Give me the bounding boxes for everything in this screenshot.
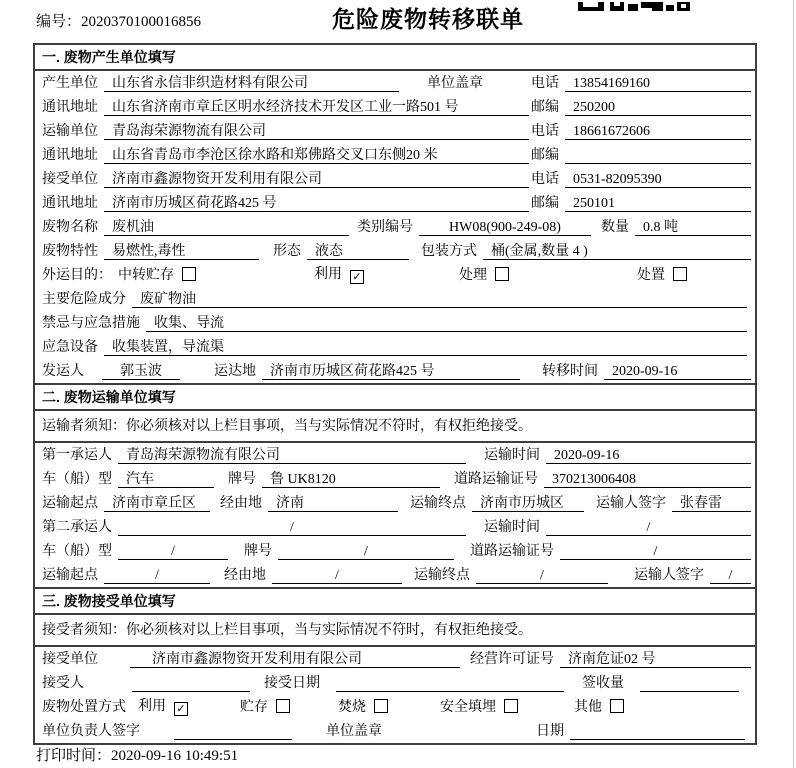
second-carrier-value: / [118,519,466,536]
origin-value-2: / [104,567,210,584]
category-label: 类别编号 [357,220,413,235]
receiver-value: 济南市鑫源物资开发利用有限公司 [104,171,529,188]
destination-label: 运达地 [214,364,256,379]
unit-seal-label: 单位盖章 [427,76,483,91]
checkbox-treat [495,267,509,281]
via-label: 经由地 [224,568,266,583]
checkbox-incinerate [374,699,388,713]
phone-label: 电话 [531,124,559,139]
row-waste-name [35,215,755,239]
producer-zip-value: 250200 [565,99,751,116]
acceptor-value [132,675,250,692]
plate-no-label: 牌号 [228,472,256,487]
row-acceptor [35,671,755,695]
row-producer-address [35,95,755,119]
second-transport-time-value: / [546,519,751,536]
origin-value-1: 济南市章丘区 [104,495,210,512]
row-waste-trait [35,239,755,263]
accept-unit-value: 济南市鑫源物资开发利用有限公司 [130,651,460,668]
row-receiver-address [35,191,755,215]
row-transporter [35,119,755,143]
row-vehicle-1 [35,467,755,491]
first-carrier-value: 青岛海荣源物流有限公司 [118,447,466,464]
option-dispose: 处置 [637,267,687,284]
waste-name-value: 废机油 [104,219,349,236]
option-utilize-2: 利用 ✓ [138,698,188,716]
sign-quantity-label: 签收量 [582,676,624,691]
section3-notice: 接受者须知：你必须核对以上栏目事项，当与实际情况不符时，有权拒绝接受。 [35,615,755,647]
vehicle-type-label: 车（船）型 [42,472,112,487]
row-outbound-purpose [35,263,755,287]
row-head-signature [35,719,755,743]
transporter-phone-value: 18661672606 [565,123,751,140]
row-consignor [35,359,755,383]
transport-time-label: 运输时间 [484,520,540,535]
head-sign-label: 单位负责人签字 [42,724,140,739]
road-permit-value-2: / [560,543,751,560]
row-emergency-equipment [35,335,755,359]
transporter-zip-value [565,147,751,164]
carrier-sign-value-2: / [710,567,751,584]
date-label: 日期 [536,724,564,739]
row-producer [35,71,755,95]
checkbox-transfer-storage [182,267,196,281]
manifest-form [33,43,757,745]
serial-value: 2020370100016856 [81,14,202,30]
page-title: 危险废物转移联单 [332,6,524,32]
address-label: 通讯地址 [42,100,98,115]
packing-label: 包装方式 [421,244,477,259]
road-permit-label: 道路运输证号 [454,472,538,487]
row-vehicle-2 [35,539,755,563]
option-store: 贮存 [240,699,290,716]
consignor-value: 郭玉波 [102,363,180,380]
plate-no-value-2: / [278,543,454,560]
producer-value: 山东省永信非织造材料有限公司 [104,75,399,92]
page-edge-line [793,0,794,768]
terminus-value-1: 济南市历城区 [472,495,584,512]
terminus-label: 运输终点 [410,496,466,511]
transporter-label: 运输单位 [42,124,98,139]
row-hazard-component [35,287,755,311]
accept-unit-label: 接受单位 [42,652,98,667]
terminus-label: 运输终点 [414,568,470,583]
vehicle-type-value-2: / [118,543,228,560]
transfer-time-label: 转移时间 [542,364,598,379]
checkbox-utilize-checked: ✓ [350,270,364,284]
trait-label: 废物特性 [42,244,98,259]
transporter-address-value: 山东省青岛市李沧区徐水路和郑佛路交叉口东侧20 米 [104,147,529,164]
vehicle-type-label: 车（船）型 [42,544,112,559]
via-value-1: 济南 [268,495,398,512]
option-treat: 处理 [459,267,509,284]
option-landfill: 安全填埋 [440,699,518,716]
qr-code-fragment [578,0,690,16]
row-route-2 [35,563,755,587]
row-accept-unit [35,647,755,671]
producer-label: 产生单位 [42,76,98,91]
receiver-phone-value: 0531-82095390 [565,171,751,188]
second-carrier-label: 第二承运人 [42,520,112,535]
checkbox-landfill [504,699,518,713]
option-transfer-storage: 中转贮存 [118,267,196,284]
form-label: 形态 [273,244,301,259]
print-time-label: 打印时间： [36,748,112,764]
row-taboo-measures [35,311,755,335]
hazard-label: 主要危险成分 [42,292,126,307]
serial-label: 编号： [36,14,82,30]
row-receiver [35,167,755,191]
section2-title: 二. 废物运输单位填写 [35,383,755,411]
address-label: 通讯地址 [42,148,98,163]
taboo-value: 收集、导流 [146,315,747,332]
equipment-label: 应急设备 [42,340,98,355]
option-incinerate: 焚烧 [338,699,388,716]
zip-label: 邮编 [531,148,559,163]
carrier-sign-value-1: 张春雷 [672,495,751,512]
plate-no-value-1: 鲁 UK8120 [262,471,440,488]
transporter-value: 青岛海荣源物流有限公司 [104,123,529,140]
taboo-label: 禁忌与应急措施 [42,316,140,331]
print-time-line [36,744,238,765]
hazard-value: 废矿物油 [132,291,747,308]
receiver-zip-value: 250101 [565,195,751,212]
producer-address-value: 山东省济南市章丘区明水经济技术开发区工业一路501 号 [104,99,529,116]
plate-no-label: 牌号 [244,544,272,559]
checkbox-utilize-2-checked: ✓ [174,702,188,716]
form-value: 液态 [307,243,409,260]
row-first-carrier [35,443,755,467]
option-utilize: 利用 ✓ [314,266,364,284]
quantity-value: 0.8 吨 [635,219,751,236]
receiver-address-value: 济南市历城区荷花路425 号 [104,195,529,212]
row-disposal-method [35,695,755,719]
option-other: 其他 [574,699,624,716]
acceptor-label: 接受人 [42,676,84,691]
vehicle-type-value-1: 汽车 [118,471,214,488]
section2-notice: 运输者须知：你必须核对以上栏目事项，当与实际情况不符时，有权拒绝接受。 [35,411,755,443]
producer-phone-value: 13854169160 [565,75,751,92]
phone-label: 电话 [531,76,559,91]
carrier-sign-label: 运输人签字 [634,568,704,583]
transfer-time-value: 2020-09-16 [604,363,751,380]
waste-name-label: 废物名称 [42,220,98,235]
zip-label: 邮编 [531,100,559,115]
terminus-value-2: / [476,567,608,584]
first-carrier-label: 第一承运人 [42,448,112,463]
address-label: 通讯地址 [42,196,98,211]
purpose-label: 外运目的： [42,268,112,283]
via-value-2: / [272,567,402,584]
checkbox-other [610,699,624,713]
consignor-label: 发运人 [42,364,84,379]
equipment-value: 收集装置，导流渠 [104,339,747,356]
transport-time-label: 运输时间 [484,448,540,463]
head-sign-value [174,723,292,740]
trait-value: 易燃性,毒性 [104,243,259,260]
first-transport-time-value: 2020-09-16 [546,447,751,464]
road-permit-value-1: 370213006408 [544,471,751,488]
disposal-method-label: 废物处置方式 [42,700,126,715]
checkbox-dispose [673,267,687,281]
unit-seal-label-2: 单位盖章 [326,724,382,739]
accept-date-value [336,675,564,692]
via-label: 经由地 [220,496,262,511]
business-permit-label: 经营许可证号 [470,652,554,667]
accept-date-label: 接受日期 [264,676,320,691]
row-route-1 [35,491,755,515]
destination-value: 济南市历城区荷花路425 号 [262,363,520,380]
quantity-label: 数量 [601,220,629,235]
row-transporter-address [35,143,755,167]
receiver-label: 接受单位 [42,172,98,187]
section3-title: 三. 废物接受单位填写 [35,587,755,615]
zip-label: 邮编 [531,196,559,211]
serial-number-line [36,10,201,31]
section1-title: 一. 废物产生单位填写 [35,45,755,71]
business-permit-value: 济南危证02 号 [560,651,751,668]
origin-label: 运输起点 [42,568,98,583]
carrier-sign-label: 运输人签字 [596,496,666,511]
row-second-carrier [35,515,755,539]
road-permit-label: 道路运输证号 [470,544,554,559]
sign-quantity-value [640,675,739,692]
category-value: HW08(900-249-08) [419,219,591,236]
print-time-value: 2020-09-16 10:49:51 [111,748,239,764]
origin-label: 运输起点 [42,496,98,511]
packing-value: 桶(金属,数量 4 ) [483,243,751,260]
phone-label: 电话 [531,172,559,187]
checkbox-store [276,699,290,713]
date-value [570,723,745,740]
